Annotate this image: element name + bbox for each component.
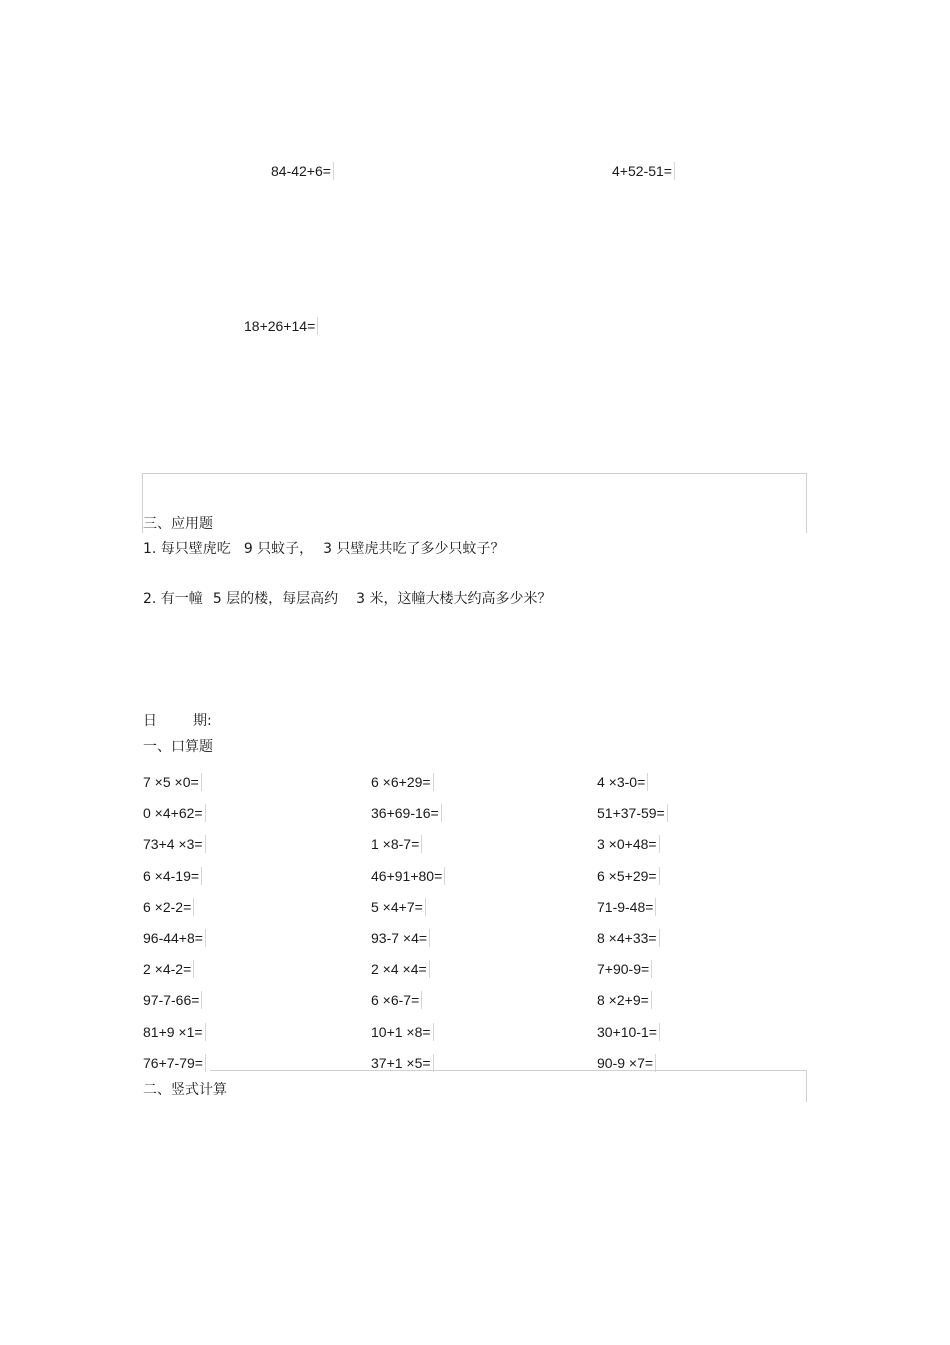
problem-1: 84-42+6= [271,162,334,180]
mental-math-item: 93-7 ×4= [371,929,430,947]
mental-math-item: 97-7-66= [143,991,202,1009]
question-2 [143,590,552,608]
mental-math-item: 4 ×3-0= [597,773,648,791]
section2-heading: 二、竖式计算 [143,1082,227,1098]
mental-math-item: 6 ×6-7= [371,991,422,1009]
mental-math-item: 6 ×4-19= [143,867,202,885]
mental-math-item: 76+7-79= [143,1054,206,1072]
question-2-part-c: 3 米，这幢大楼大约高多少米？ [356,591,552,607]
mental-math-item: 71-9-48= [597,898,656,916]
mental-math-item: 10+1 ×8= [371,1023,434,1041]
mental-math-item: 0 ×4+62= [143,804,206,822]
mental-math-item: 2 ×4-2= [143,960,194,978]
date-label-b: 期: [193,713,212,729]
mental-math-item: 36+69-16= [371,804,442,822]
problem-2: 4+52-51= [612,162,675,180]
mental-math-item: 90-9 ×7= [597,1054,656,1072]
mental-math-item: 2 ×4 ×4= [371,960,430,978]
frame2-top-line [210,1070,806,1071]
mental-math-item: 46+91+80= [371,867,445,885]
question-1-part-c: 3 只壁虎共吃了多少只蚊子？ [323,541,505,557]
section3-heading: 三、应用题 [143,516,213,532]
question-1-part-a: 1. 每只壁虎吃 [143,541,231,557]
mental-math-item: 6 ×5+29= [597,867,660,885]
date-label [143,712,212,730]
question-2-part-a: 2. 有一幢 [143,591,203,607]
mental-math-item: 81+9 ×1= [143,1023,206,1041]
frame2-right-line [806,1070,807,1102]
mental-math-item: 51+37-59= [597,804,668,822]
section1-heading: 一、口算题 [143,739,213,755]
date-label-a: 日 [143,713,157,729]
mental-math-item: 37+1 ×5= [371,1054,434,1072]
question-1-part-b: 9 只蚊子， [243,541,314,557]
problem-3: 18+26+14= [244,317,318,335]
mental-math-item: 6 ×2-2= [143,898,194,916]
mental-math-item: 1 ×8-7= [371,835,422,853]
question-1 [143,540,505,558]
mental-math-item: 30+10-1= [597,1023,660,1041]
mental-math-item: 8 ×4+33= [597,929,660,947]
mental-math-item: 8 ×2+9= [597,991,652,1009]
mental-math-item: 96-44+8= [143,929,206,947]
mental-math-item: 3 ×0+48= [597,835,660,853]
question-2-part-b: 5 层的楼，每层高约 [212,591,339,607]
mental-math-item: 5 ×4+7= [371,898,426,916]
frame-top-line [142,473,806,474]
mental-math-item: 6 ×6+29= [371,773,434,791]
mental-math-item: 7+90-9= [597,960,652,978]
mental-math-item: 73+4 ×3= [143,835,206,853]
mental-math-item: 7 ×5 ×0= [143,773,202,791]
frame-right-line [806,473,807,533]
